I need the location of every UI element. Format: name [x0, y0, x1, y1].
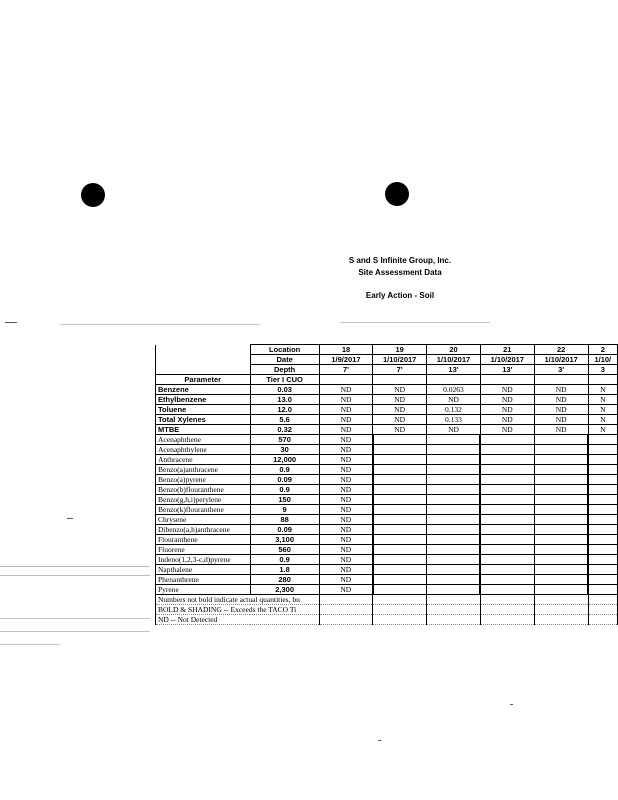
- blank-cell: [480, 615, 534, 625]
- result-value: [373, 525, 427, 535]
- result-value: [373, 455, 427, 465]
- header-row-location: [156, 345, 618, 355]
- result-value: ND: [319, 575, 373, 585]
- result-value: [373, 535, 427, 545]
- date-label: Date: [250, 355, 319, 365]
- result-value: [480, 475, 534, 485]
- parameter-name: Benzo(b)flouranthene: [156, 485, 251, 495]
- result-value: [373, 495, 427, 505]
- result-value: [588, 445, 617, 455]
- blank-cell: [534, 595, 588, 605]
- col-date: 1/10/: [588, 355, 617, 365]
- col-depth: 3': [534, 365, 588, 375]
- result-value: ND: [319, 535, 373, 545]
- result-value: ND: [480, 425, 534, 435]
- result-value: [373, 515, 427, 525]
- header-row-parameter: [156, 375, 618, 385]
- parameter-name: Acenaphthene: [156, 435, 251, 445]
- result-value: ND: [319, 395, 373, 405]
- tier-value: 13.0: [250, 395, 319, 405]
- result-value: [427, 515, 481, 525]
- result-value: [427, 445, 481, 455]
- result-value: ND: [373, 395, 427, 405]
- result-value: [480, 535, 534, 545]
- result-value: 0.132: [427, 405, 481, 415]
- result-value: [588, 495, 617, 505]
- parameter-name: Chrysene: [156, 515, 251, 525]
- result-value: [373, 465, 427, 475]
- scan-speck: [340, 322, 490, 323]
- table-note: ND -- Not Detected: [156, 615, 320, 625]
- col-date: 1/10/2017: [427, 355, 481, 365]
- result-value: ND: [319, 545, 373, 555]
- table-row: [156, 435, 618, 445]
- result-value: ND: [319, 425, 373, 435]
- result-value: [480, 555, 534, 565]
- blank-cell: [480, 595, 534, 605]
- result-value: [588, 455, 617, 465]
- result-value: ND: [427, 395, 481, 405]
- result-value: ND: [319, 525, 373, 535]
- tier-value: 0.9: [250, 555, 319, 565]
- parameter-label: Parameter: [156, 375, 251, 385]
- result-value: ND: [373, 425, 427, 435]
- parameter-name: Indeno(1,2,3-c,d)pyrene: [156, 555, 251, 565]
- blank-cell: [319, 615, 373, 625]
- result-value: [427, 555, 481, 565]
- parameter-name: Flouranthene: [156, 535, 251, 545]
- tier-value: 560: [250, 545, 319, 555]
- result-value: [373, 445, 427, 455]
- tier-value: 30: [250, 445, 319, 455]
- tier-value: 0.03: [250, 385, 319, 395]
- scan-speck: [0, 566, 150, 567]
- depth-label: Depth: [250, 365, 319, 375]
- table-row: [156, 575, 618, 585]
- scan-speck: [510, 704, 513, 705]
- result-value: [373, 565, 427, 575]
- blank-cell: [156, 345, 251, 355]
- blank-cell: [588, 595, 617, 605]
- tier-value: 150: [250, 495, 319, 505]
- table-row: [156, 545, 618, 555]
- header-row-depth: [156, 365, 618, 375]
- table-row: [156, 565, 618, 575]
- result-value: N: [588, 385, 617, 395]
- blank-cell: [588, 375, 617, 385]
- parameter-name: Pyrene: [156, 585, 251, 595]
- scan-speck: [5, 322, 17, 323]
- result-value: [480, 455, 534, 465]
- col-date: 1/10/2017: [373, 355, 427, 365]
- scan-speck: [60, 324, 260, 325]
- result-value: [480, 435, 534, 445]
- result-value: [480, 515, 534, 525]
- result-value: ND: [319, 555, 373, 565]
- scan-speck: [0, 631, 150, 632]
- table-row: [156, 525, 618, 535]
- scan-speck: [0, 644, 60, 645]
- result-value: [480, 445, 534, 455]
- parameter-name: Benzene: [156, 385, 251, 395]
- result-value: [588, 545, 617, 555]
- result-value: ND: [319, 455, 373, 465]
- result-value: [534, 585, 588, 595]
- result-value: [427, 585, 481, 595]
- col-location: 20: [427, 345, 481, 355]
- result-value: [373, 435, 427, 445]
- table-row: [156, 585, 618, 595]
- table-row: [156, 465, 618, 475]
- result-value: [588, 485, 617, 495]
- result-value: [534, 475, 588, 485]
- table-row: [156, 505, 618, 515]
- result-value: [373, 545, 427, 555]
- table-row: [156, 535, 618, 545]
- result-value: [373, 505, 427, 515]
- result-value: [427, 545, 481, 555]
- tier-value: 12.0: [250, 405, 319, 415]
- table-row: [156, 445, 618, 455]
- tier-value: 570: [250, 435, 319, 445]
- result-value: [480, 485, 534, 495]
- result-value: [534, 515, 588, 525]
- note-row: [156, 605, 618, 615]
- result-value: [588, 475, 617, 485]
- parameter-name: Benzo(k)flouranthene: [156, 505, 251, 515]
- result-value: [427, 535, 481, 545]
- blank-cell: [480, 605, 534, 615]
- result-value: [588, 515, 617, 525]
- result-value: [588, 585, 617, 595]
- col-location: 22: [534, 345, 588, 355]
- table-row: [156, 415, 618, 425]
- result-value: ND: [480, 415, 534, 425]
- blank-cell: [534, 605, 588, 615]
- result-value: [588, 535, 617, 545]
- result-value: [427, 465, 481, 475]
- result-value: ND: [534, 395, 588, 405]
- result-value: [588, 555, 617, 565]
- result-value: [588, 565, 617, 575]
- tier-value: 88: [250, 515, 319, 525]
- result-value: [534, 445, 588, 455]
- blank-cell: [156, 355, 251, 365]
- company-name: S and S Infinite Group, Inc.: [348, 256, 452, 265]
- result-value: [373, 555, 427, 565]
- blank-cell: [373, 375, 427, 385]
- result-value: 0.0263: [427, 385, 481, 395]
- table-row: [156, 555, 618, 565]
- col-depth: 7': [373, 365, 427, 375]
- result-value: ND: [480, 385, 534, 395]
- soil-data-table: [155, 344, 618, 625]
- result-value: [588, 505, 617, 515]
- tier-value: 3,100: [250, 535, 319, 545]
- result-value: [427, 485, 481, 495]
- table-row: [156, 485, 618, 495]
- parameter-name: Napthalene: [156, 565, 251, 575]
- blank-cell: [588, 615, 617, 625]
- table-row: [156, 405, 618, 415]
- result-value: N: [588, 415, 617, 425]
- result-value: [534, 435, 588, 445]
- col-depth: 13': [427, 365, 481, 375]
- result-value: [427, 575, 481, 585]
- blank-cell: [427, 375, 481, 385]
- result-value: ND: [534, 385, 588, 395]
- table-row: [156, 395, 618, 405]
- result-value: N: [588, 405, 617, 415]
- table-note: BOLD & SHADING -- Exceeds the TACO Ti: [156, 605, 320, 615]
- parameter-name: Fluorene: [156, 545, 251, 555]
- scan-speck: [67, 518, 73, 519]
- result-value: [588, 525, 617, 535]
- result-value: ND: [427, 425, 481, 435]
- tier-label: Tier I CUO: [250, 375, 319, 385]
- result-value: [534, 525, 588, 535]
- punch-hole-left: [81, 183, 105, 207]
- tier-value: 1.8: [250, 565, 319, 575]
- result-value: [427, 505, 481, 515]
- table-note: Numbers not bold indicate actual quantities, bu: [156, 595, 320, 605]
- col-location: 19: [373, 345, 427, 355]
- result-value: [480, 585, 534, 595]
- result-value: [534, 465, 588, 475]
- tier-value: 0.9: [250, 465, 319, 475]
- result-value: [534, 555, 588, 565]
- result-value: ND: [480, 405, 534, 415]
- col-location: 21: [480, 345, 534, 355]
- section-title: Early Action - Soil: [365, 291, 435, 300]
- scan-speck: [0, 575, 150, 576]
- col-date: 1/10/2017: [534, 355, 588, 365]
- result-value: ND: [319, 465, 373, 475]
- result-value: N: [588, 425, 617, 435]
- result-value: ND: [373, 415, 427, 425]
- col-depth: 7': [319, 365, 373, 375]
- parameter-name: Benzo(a)anthracene: [156, 465, 251, 475]
- result-value: ND: [319, 485, 373, 495]
- note-row: [156, 615, 618, 625]
- result-value: [480, 545, 534, 555]
- result-value: ND: [480, 395, 534, 405]
- result-value: [534, 535, 588, 545]
- result-value: [427, 495, 481, 505]
- parameter-name: Anthracene: [156, 455, 251, 465]
- report-subtitle: Site Assessment Data: [358, 268, 442, 277]
- result-value: [373, 475, 427, 485]
- parameter-name: Dibenzo(a,h)anthracene: [156, 525, 251, 535]
- result-value: ND: [319, 385, 373, 395]
- tier-value: 0.9: [250, 485, 319, 495]
- result-value: [480, 575, 534, 585]
- tier-value: 5.6: [250, 415, 319, 425]
- tier-value: 2,300: [250, 585, 319, 595]
- result-value: [480, 505, 534, 515]
- result-value: [534, 545, 588, 555]
- tier-value: 0.09: [250, 475, 319, 485]
- result-value: ND: [373, 405, 427, 415]
- header-row-date: [156, 355, 618, 365]
- parameter-name: Total Xylenes: [156, 415, 251, 425]
- blank-cell: [534, 615, 588, 625]
- blank-cell: [373, 605, 427, 615]
- result-value: [534, 575, 588, 585]
- parameter-name: MTBE: [156, 425, 251, 435]
- parameter-name: Benzo(a)pyrene: [156, 475, 251, 485]
- blank-cell: [156, 365, 251, 375]
- tier-value: 0.09: [250, 525, 319, 535]
- result-value: ND: [319, 515, 373, 525]
- blank-cell: [588, 605, 617, 615]
- result-value: ND: [319, 415, 373, 425]
- col-depth: 3: [588, 365, 617, 375]
- result-value: [480, 465, 534, 475]
- scan-speck: [0, 618, 150, 619]
- blank-cell: [373, 595, 427, 605]
- result-value: [534, 455, 588, 465]
- blank-cell: [427, 595, 481, 605]
- result-value: [534, 505, 588, 515]
- result-value: ND: [319, 445, 373, 455]
- col-date: 1/10/2017: [480, 355, 534, 365]
- table-row: [156, 475, 618, 485]
- result-value: ND: [534, 415, 588, 425]
- table-row: [156, 455, 618, 465]
- result-value: [480, 495, 534, 505]
- col-location: 18: [319, 345, 373, 355]
- result-value: [373, 575, 427, 585]
- result-value: ND: [534, 425, 588, 435]
- note-row: [156, 595, 618, 605]
- result-value: ND: [319, 405, 373, 415]
- result-value: 0.133: [427, 415, 481, 425]
- result-value: [588, 435, 617, 445]
- blank-cell: [427, 615, 481, 625]
- result-value: ND: [319, 495, 373, 505]
- result-value: ND: [319, 585, 373, 595]
- col-date: 1/9/2017: [319, 355, 373, 365]
- col-depth: 13': [480, 365, 534, 375]
- result-value: [534, 495, 588, 505]
- table-row: [156, 385, 618, 395]
- blank-cell: [319, 595, 373, 605]
- location-label: Location: [250, 345, 319, 355]
- tier-value: 9: [250, 505, 319, 515]
- parameter-name: Benzo(g,h,i)perylene: [156, 495, 251, 505]
- parameter-name: Ethylbenzene: [156, 395, 251, 405]
- parameter-name: Acenaphthylene: [156, 445, 251, 455]
- result-value: ND: [319, 565, 373, 575]
- tier-value: 280: [250, 575, 319, 585]
- table-row: [156, 425, 618, 435]
- result-value: [373, 485, 427, 495]
- table-row: [156, 495, 618, 505]
- table-row: [156, 515, 618, 525]
- scan-speck: [378, 740, 381, 741]
- parameter-name: Toluene: [156, 405, 251, 415]
- blank-cell: [427, 605, 481, 615]
- result-value: [480, 525, 534, 535]
- result-value: [427, 475, 481, 485]
- result-value: [373, 585, 427, 595]
- result-value: [427, 455, 481, 465]
- result-value: [588, 575, 617, 585]
- result-value: [534, 485, 588, 495]
- blank-cell: [319, 375, 373, 385]
- result-value: N: [588, 395, 617, 405]
- result-value: ND: [534, 405, 588, 415]
- blank-cell: [534, 375, 588, 385]
- result-value: [480, 565, 534, 575]
- result-value: ND: [373, 385, 427, 395]
- tier-value: 0.32: [250, 425, 319, 435]
- result-value: [427, 435, 481, 445]
- col-location: 2: [588, 345, 617, 355]
- result-value: [588, 465, 617, 475]
- result-value: ND: [319, 435, 373, 445]
- result-value: ND: [319, 475, 373, 485]
- tier-value: 12,000: [250, 455, 319, 465]
- result-value: [534, 565, 588, 575]
- parameter-name: Phenanthrene: [156, 575, 251, 585]
- result-value: ND: [319, 505, 373, 515]
- blank-cell: [480, 375, 534, 385]
- blank-cell: [373, 615, 427, 625]
- result-value: [427, 565, 481, 575]
- blank-cell: [319, 605, 373, 615]
- result-value: [427, 525, 481, 535]
- punch-hole-right: [385, 182, 409, 206]
